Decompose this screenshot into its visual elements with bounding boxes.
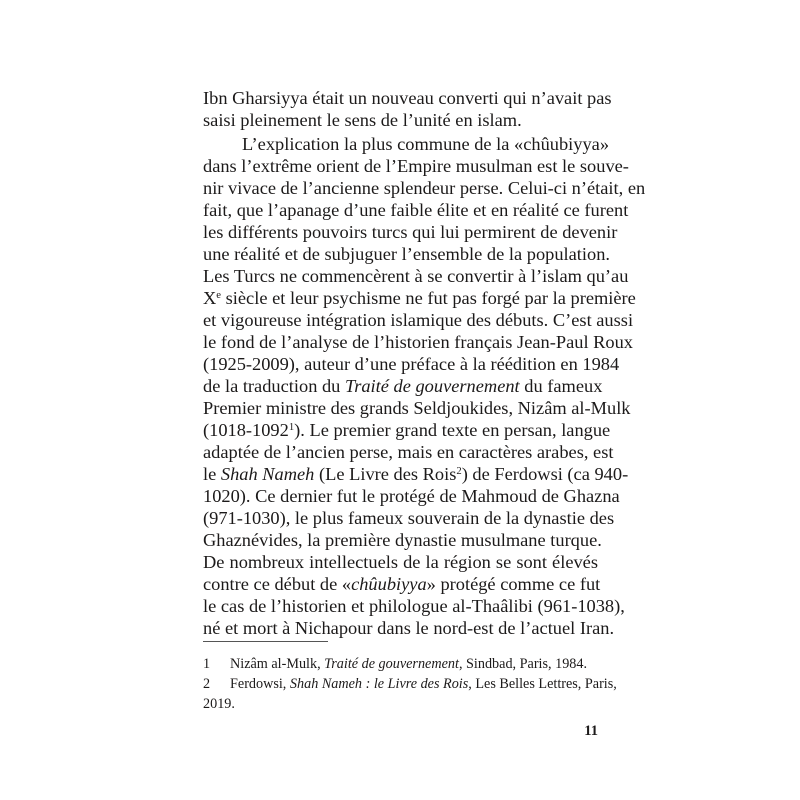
- footnote-2-continued: 2019.: [203, 696, 235, 712]
- body-line: né et mort à Nichapour dans le nord-est de l’actuel Iran.: [203, 618, 615, 638]
- body-line: De nombreux intellectuels de la région se sont élevés: [203, 552, 598, 572]
- body-line: dans l’extrême orient de l’Empire musulman est le souve-: [203, 156, 629, 176]
- body-line: le fond de l’analyse de l’historien français Jean-Paul Roux: [203, 332, 633, 352]
- body-line: Les Turcs ne commencèrent à se convertir à l’islam qu’au: [203, 266, 629, 286]
- body-line: adaptée de l’ancien perse, mais en caractères arabes, est: [203, 442, 614, 462]
- body-line: nir vivace de l’ancienne splendeur perse. Celui-ci n’était, en: [203, 178, 646, 198]
- body-line: 1020). Ce dernier fut le protégé de Mahmoud de Ghazna: [203, 486, 620, 506]
- footnote-divider: [203, 641, 328, 642]
- footnote-1: 1 Nizâm al-Mulk, Traité de gouvernement, Sindbad, Paris, 1984.: [203, 656, 588, 672]
- body-line: (1925-2009), auteur d’une préface à la réédition en 1984: [203, 354, 620, 374]
- body-line: L’explication la plus commune de la «chûubiyya»: [242, 134, 610, 154]
- footnote-ref-2: 2: [456, 465, 462, 478]
- italic-title: Traité de gouvernement: [344, 376, 520, 396]
- body-line: Ghaznévides, la première dynastie musulmane turque.: [203, 530, 602, 550]
- page-number: 11: [584, 723, 598, 739]
- italic-term: chûubiyya: [351, 574, 427, 594]
- body-line: les différents pouvoirs turcs qui lui permirent de devenir: [203, 222, 618, 242]
- footnote-ref-1: 1: [288, 421, 295, 434]
- body-line: Ibn Gharsiyya était un nouveau converti qui n’avait pas: [203, 88, 612, 108]
- italic-title: Shah Nameh: [220, 464, 315, 484]
- footnote-number: 2: [203, 676, 211, 692]
- body-line: le cas de l’historien et philologue al-Thaâlibi (961-1038),: [203, 596, 625, 616]
- body-line: (1018-1092$^1$). Le premier grand texte en persan, langue: [203, 420, 611, 440]
- body-line: saisi pleinement le sens de l’unité en islam.: [203, 110, 522, 130]
- body-line: Premier ministre des grands Seldjoukides, Nizâm al-Mulk: [203, 398, 631, 418]
- body-line: (971-1030), le plus fameux souverain de la dynastie des: [203, 508, 615, 528]
- footnote-2: 2 Ferdowsi, Shah Nameh : le Livre des Rois, Les Belles Lettres, Paris,: [203, 676, 617, 692]
- footnote-number: 1: [203, 656, 211, 672]
- body-line: et vigoureuse intégration islamique des débuts. C’est aussi: [203, 310, 634, 330]
- body-line: de la traduction du Traité de gouvernement du fameux: [203, 376, 603, 396]
- body-line: une réalité et de subjuguer l’ensemble de la population.: [203, 244, 611, 264]
- body-line: le Shah Nameh (Le Livre des Rois$^2$) de Ferdowsi (ca 940-: [203, 464, 629, 484]
- body-line: fait, que l’apanage d’une faible élite et en réalité ce furent: [203, 200, 629, 220]
- century-superscript: e: [216, 289, 222, 302]
- body-line: contre ce début de «chûubiyya» protégé comme ce fut: [203, 574, 601, 594]
- body-line: Xe siècle et leur psychisme ne fut pas forgé par la première: [203, 288, 636, 308]
